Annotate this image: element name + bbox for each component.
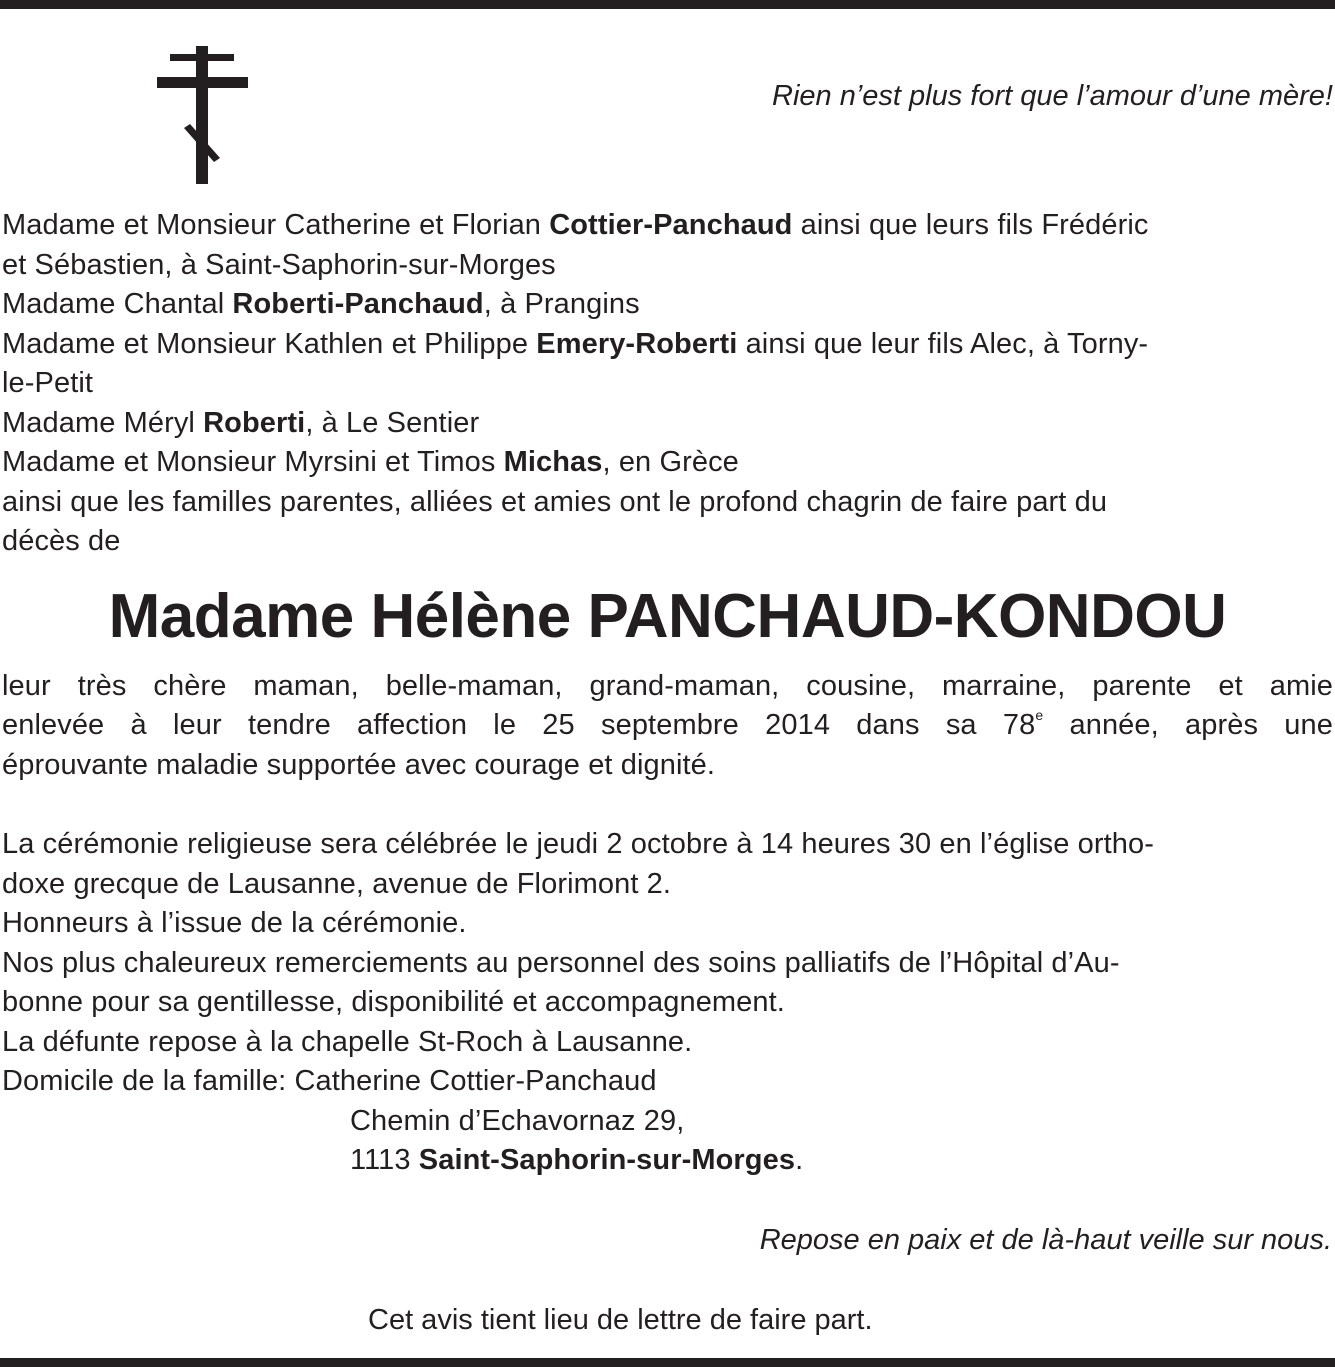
family-text: , à Le Sentier xyxy=(305,407,480,439)
address-city: Saint-Saphorin-sur-Morges xyxy=(418,1144,796,1176)
family-line-1 xyxy=(2,205,1148,245)
family-line-5: le-Petit xyxy=(2,367,94,399)
deceased-name: Madame Hélène PANCHAUD-KONDOU xyxy=(108,582,1227,651)
family-surname: Roberti-Panchaud xyxy=(232,288,484,320)
family-line-6 xyxy=(2,403,479,443)
family-surname: Cottier-Panchaud xyxy=(549,209,793,241)
family-line-2: et Sébastien, à Saint-Saphorin-sur-Morges xyxy=(2,249,556,281)
ceremony-line-2: doxe grecque de Lausanne, avenue de Florimont 2. xyxy=(2,868,672,900)
family-text: ainsi que leurs fils Frédéric xyxy=(792,209,1149,241)
family-text: ainsi que leur fils Alec, à Torny- xyxy=(737,328,1149,360)
address-city-line xyxy=(2,1140,803,1180)
address-street: Chemin d’Echavornaz 29, xyxy=(350,1105,685,1137)
family-text: , à Prangins xyxy=(483,288,640,320)
address-postcode: 1113 xyxy=(350,1144,419,1176)
tribute-line-3: éprouvante maladie supportée avec courage et dignité. xyxy=(2,749,716,781)
family-line-7 xyxy=(2,442,739,482)
ceremony-line-6: La défunte repose à la chapelle St-Roch à Lausanne. xyxy=(2,1026,693,1058)
family-text: Madame et Monsieur Catherine et Florian xyxy=(2,209,550,241)
top-rule xyxy=(0,0,1335,9)
family-text: Madame et Monsieur Kathlen et Philippe xyxy=(2,328,537,360)
family-text: Madame Méryl xyxy=(2,407,204,439)
ceremony-line-5: bonne pour sa gentillesse, disponibilité et accompagnement. xyxy=(2,986,785,1018)
address-punctuation: . xyxy=(795,1144,804,1176)
closing-phrase: Repose en paix et de là-haut veille sur nous. xyxy=(759,1224,1332,1256)
footer-note: Cet avis tient lieu de lettre de faire part. xyxy=(368,1304,873,1336)
ceremony-line-3: Honneurs à l’issue de la cérémonie. xyxy=(2,907,467,939)
address-label: Domicile de la famille: xyxy=(2,1065,295,1097)
family-text: , en Grèce xyxy=(602,446,739,478)
family-surname: Michas xyxy=(503,446,603,478)
family-line-8: ainsi que les familles parentes, alliées et amies ont le profond chagrin de faire part du xyxy=(2,486,1108,518)
family-line-4 xyxy=(2,324,1148,364)
family-surname: Roberti xyxy=(203,407,306,439)
tribute-line-1: leur très chère maman, belle-maman, grand-maman, cousine, marraine, parente et amie xyxy=(2,670,1333,702)
tribute-text: enlevée à leur tendre affection le 25 septembre 2014 dans sa 78 xyxy=(2,709,1036,741)
family-line-3 xyxy=(2,284,640,324)
ceremony-line-1: La cérémonie religieuse sera célébrée le jeudi 2 octobre à 14 heures 30 en l’église ortho- xyxy=(2,828,1154,860)
tribute-text: année, après une xyxy=(1043,709,1333,741)
family-text: Madame Chantal xyxy=(2,288,233,320)
family-surname: Emery-Roberti xyxy=(536,328,738,360)
motto: Rien n’est plus fort que l’amour d’une mère! xyxy=(772,80,1333,112)
orthodox-cross-icon xyxy=(155,46,250,184)
bottom-rule xyxy=(0,1358,1335,1367)
family-text: Madame et Monsieur Myrsini et Timos xyxy=(2,446,504,478)
address-line-1 xyxy=(2,1061,657,1101)
family-line-9: décès de xyxy=(2,525,121,557)
ordinal-superscript: e xyxy=(1035,707,1044,723)
address-name: Catherine Cottier-Panchaud xyxy=(294,1065,657,1097)
tribute-line-2 xyxy=(2,705,1333,745)
ceremony-line-4: Nos plus chaleureux remerciements au personnel des soins palliatifs de l’Hôpital d’Au- xyxy=(2,947,1120,979)
